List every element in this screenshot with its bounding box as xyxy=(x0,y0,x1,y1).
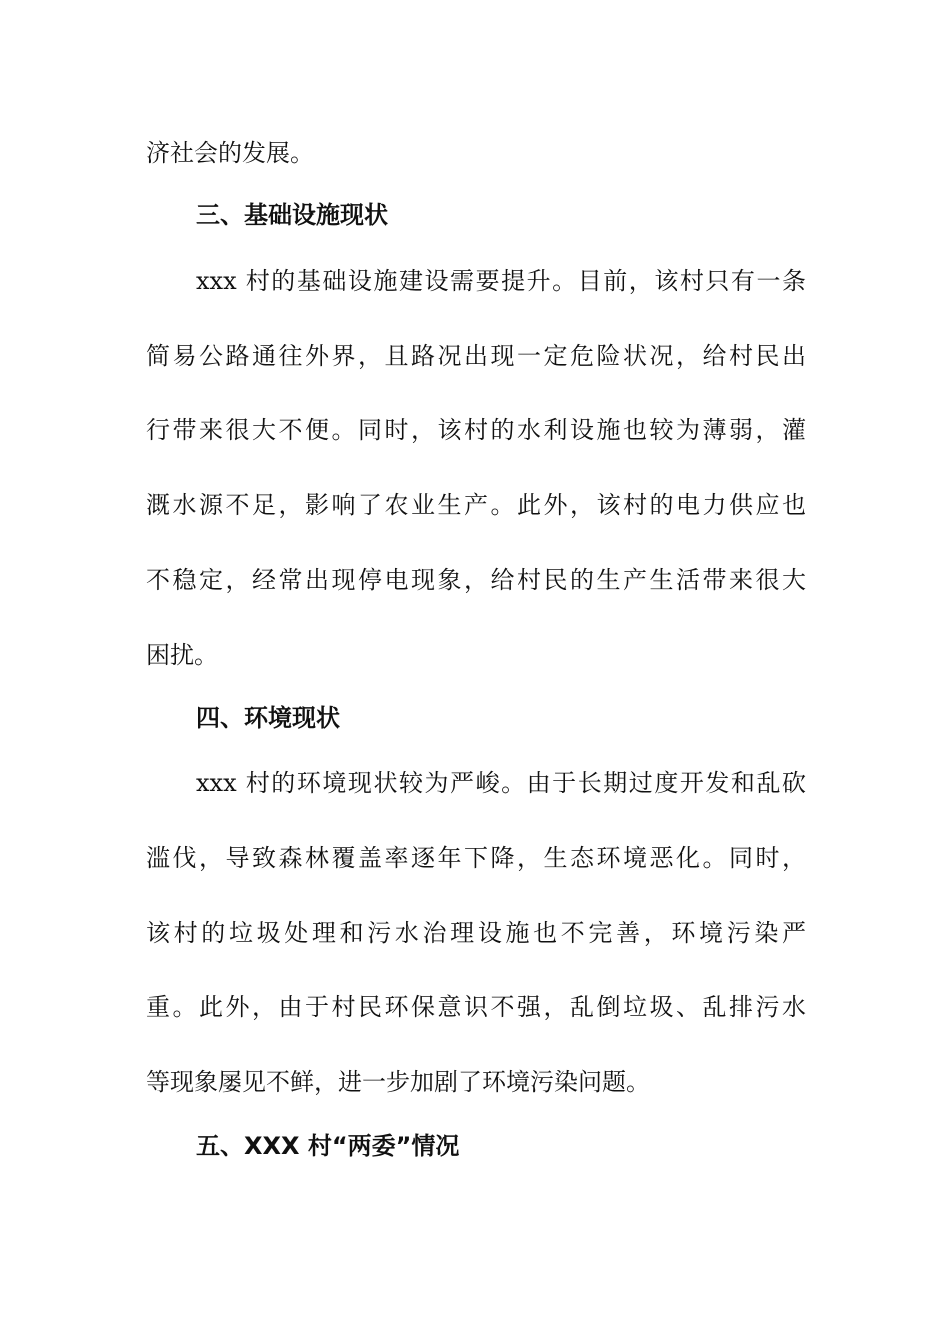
paragraph-line: 该村的垃圾处理和污水治理设施也不完善，环境污染严 xyxy=(146,919,806,947)
paragraph-line: 行带来很大不便。同时，该村的水利设施也较为薄弱，灌 xyxy=(146,416,806,444)
paragraph-line: 困扰。 xyxy=(146,641,218,669)
paragraph-line: xxx 村的环境现状较为严峻。由于长期过度开发和乱砍 xyxy=(196,769,806,797)
paragraph-line: 重。此外，由于村民环保意识不强，乱倒垃圾、乱排污水 xyxy=(146,993,806,1021)
section-heading-environment: 四、环境现状 xyxy=(196,704,340,732)
section-heading-committees: 五、XXX 村“两委”情况 xyxy=(196,1132,460,1160)
paragraph-line: 等现象屡见不鲜，进一步加剧了环境污染问题。 xyxy=(146,1068,650,1096)
paragraph-line: 滥伐，导致森林覆盖率逐年下降，生态环境恶化。同时， xyxy=(146,844,806,872)
section-heading-infrastructure: 三、基础设施现状 xyxy=(196,201,388,229)
paragraph-line: 溉水源不足，影响了农业生产。此外，该村的电力供应也 xyxy=(146,491,806,519)
paragraph-line: xxx 村的基础设施建设需要提升。目前，该村只有一条 xyxy=(196,267,806,295)
paragraph-line: 不稳定，经常出现停电现象，给村民的生产生活带来很大 xyxy=(146,566,806,594)
paragraph-continuation: 济社会的发展。 xyxy=(146,139,314,167)
paragraph-line: 简易公路通往外界，且路况出现一定危险状况，给村民出 xyxy=(146,342,806,370)
